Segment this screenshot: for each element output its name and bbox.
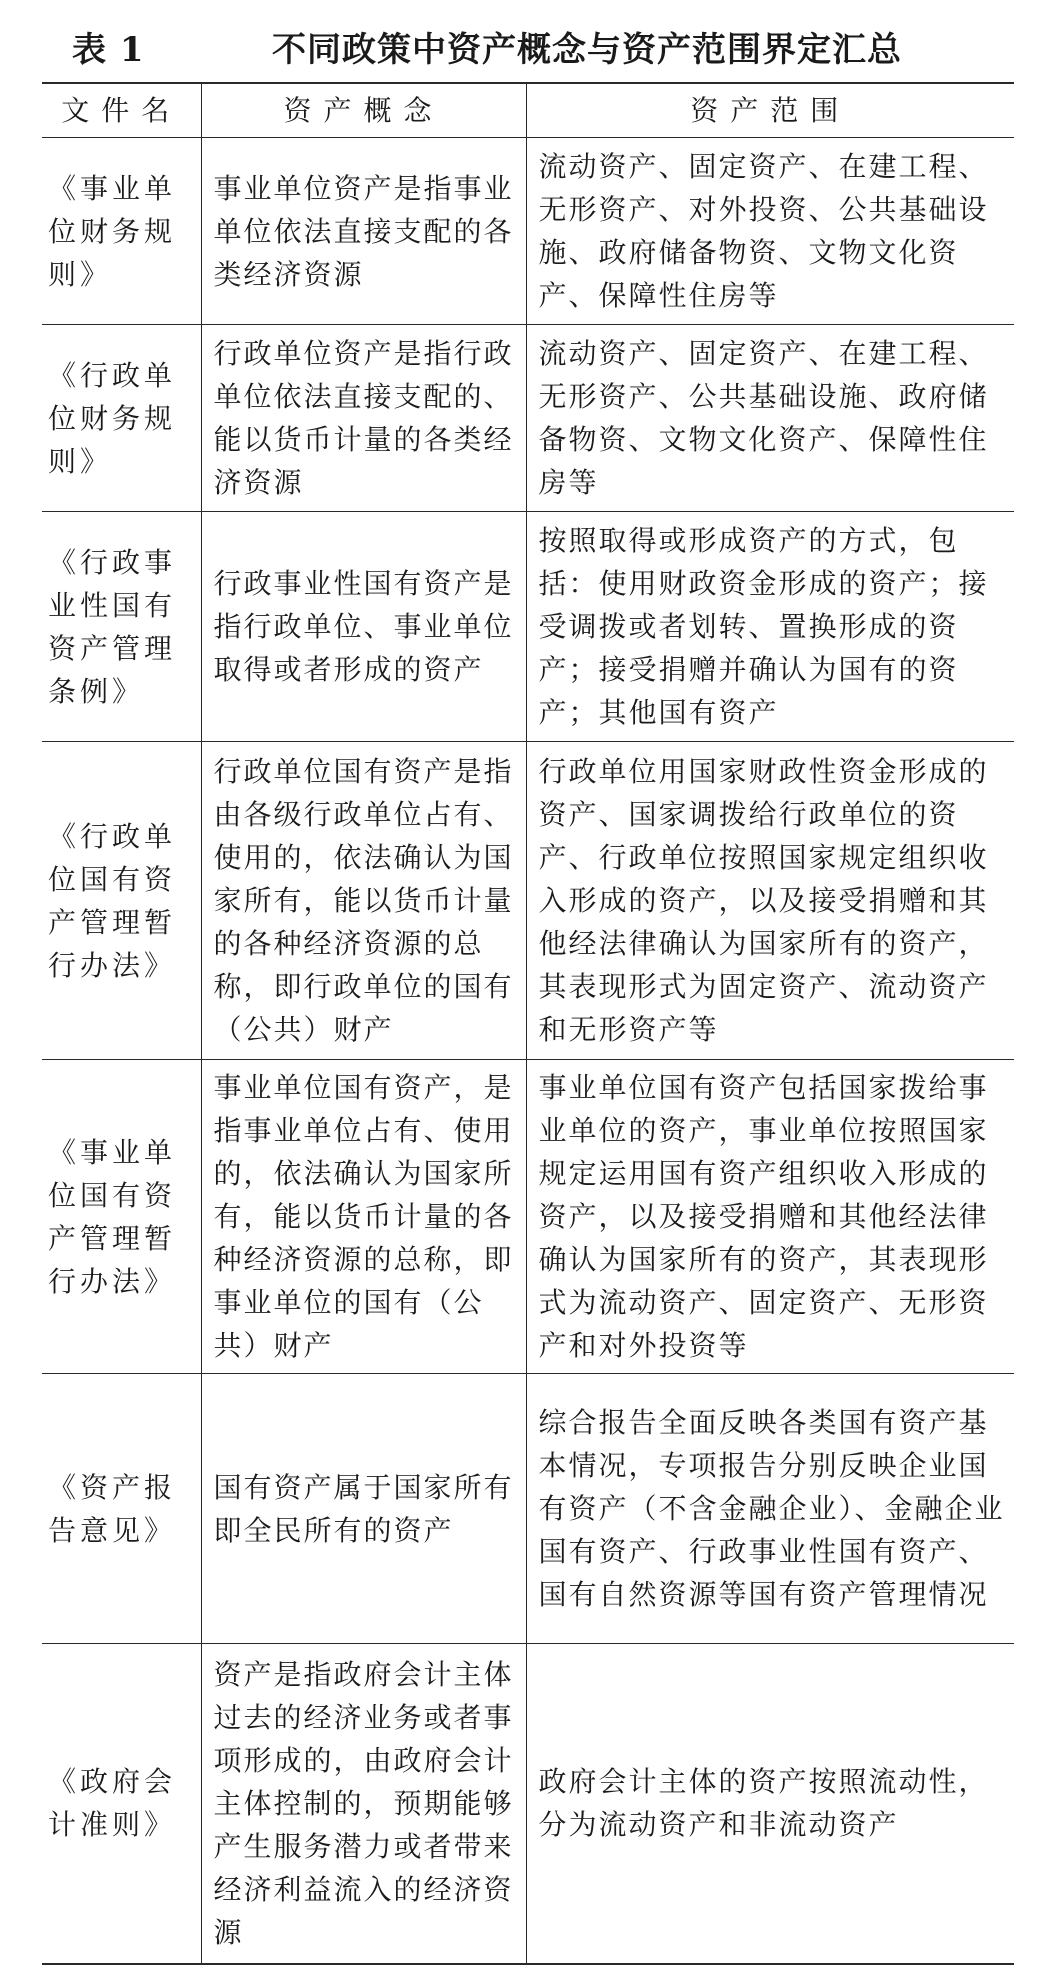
table-row — [42, 325, 1014, 512]
asset-scope-cell: 政府会计主体的资产按照流动性，分为流动资产和非流动资产 — [526, 1644, 1014, 1964]
header-asset-scope: 资产范围 — [526, 83, 1014, 138]
doc-name-cell: 《行政单位财务规则》 — [42, 325, 201, 512]
table-row — [42, 512, 1014, 742]
doc-name-cell: 《行政单位国有资产管理暂行办法》 — [42, 742, 201, 1060]
asset-scope-cell: 综合报告全面反映各类国有资产基本情况，专项报告分别反映企业国有资产（不含金融企业）、金融企业国有资产、行政事业性国有资产、国有自然资源等国有资产管理情况 — [526, 1374, 1014, 1644]
asset-scope-cell: 流动资产、固定资产、在建工程、无形资产、对外投资、公共基础设施、政府储备物资、文物文化资产、保障性住房等 — [526, 138, 1014, 325]
asset-scope-cell: 事业单位国有资产包括国家拨给事业单位的资产，事业单位按照国家规定运用国有资产组织收入形成的资产，以及接受捐赠和其他经法律确认为国家所有的资产，其表现形式为流动资产、固定资产、无形资产和对外投资等 — [526, 1060, 1014, 1374]
table-number: 表 1 — [72, 30, 145, 70]
table-row — [42, 1060, 1014, 1374]
asset-scope-cell: 按照取得或形成资产的方式，包括：使用财政资金形成的资产；接受调拨或者划转、置换形成的资产；接受捐赠并确认为国有的资产；其他国有资产 — [526, 512, 1014, 742]
doc-name-cell: 《资产报告意见》 — [42, 1374, 201, 1644]
asset-scope-cell: 流动资产、固定资产、在建工程、无形资产、公共基础设施、政府储备物资、文物文化资产、保障性住房等 — [526, 325, 1014, 512]
asset-scope-cell: 行政单位用国家财政性资金形成的资产、国家调拨给行政单位的资产、行政单位按照国家规定组织收入形成的资产，以及接受捐赠和其他经法律确认为国家所有的资产，其表现形式为固定资产、流动资产和无形资产等 — [526, 742, 1014, 1060]
asset-concept-cell: 行政单位资产是指行政单位依法直接支配的、能以货币计量的各类经济资源 — [201, 325, 526, 512]
asset-concept-cell: 行政事业性国有资产是指行政单位、事业单位取得或者形成的资产 — [201, 512, 526, 742]
asset-concept-cell: 事业单位资产是指事业单位依法直接支配的各类经济资源 — [201, 138, 526, 325]
table-header-row — [42, 83, 1014, 138]
table-title: 不同政策中资产概念与资产范围界定汇总 — [272, 30, 902, 70]
asset-concept-cell: 事业单位国有资产，是指事业单位占有、使用的，依法确认为国家所有，能以货币计量的各种经济资源的总称，即事业单位的国有（公共）财产 — [201, 1060, 526, 1374]
asset-concept-cell: 行政单位国有资产是指由各级行政单位占有、使用的，依法确认为国家所有，能以货币计量的各种经济资源的总称，即行政单位的国有（公共）财产 — [201, 742, 526, 1060]
table-row — [42, 1374, 1014, 1644]
table-row — [42, 138, 1014, 325]
asset-concept-cell: 国有资产属于国家所有即全民所有的资产 — [201, 1374, 526, 1644]
table-row — [42, 1644, 1014, 1964]
doc-name-cell: 《事业单位财务规则》 — [42, 138, 201, 325]
header-asset-concept: 资产概念 — [201, 83, 526, 138]
header-doc-name: 文件名 — [42, 83, 201, 138]
asset-concept-cell: 资产是指政府会计主体过去的经济业务或者事项形成的，由政府会计主体控制的，预期能够产生服务潜力或者带来经济利益流入的经济资源 — [201, 1644, 526, 1964]
doc-name-cell: 《行政事业性国有资产管理条例》 — [42, 512, 201, 742]
doc-name-cell: 《政府会计准则》 — [42, 1644, 201, 1964]
policy-asset-table — [42, 82, 1014, 1965]
doc-name-cell: 《事业单位国有资产管理暂行办法》 — [42, 1060, 201, 1374]
table-row — [42, 742, 1014, 1060]
